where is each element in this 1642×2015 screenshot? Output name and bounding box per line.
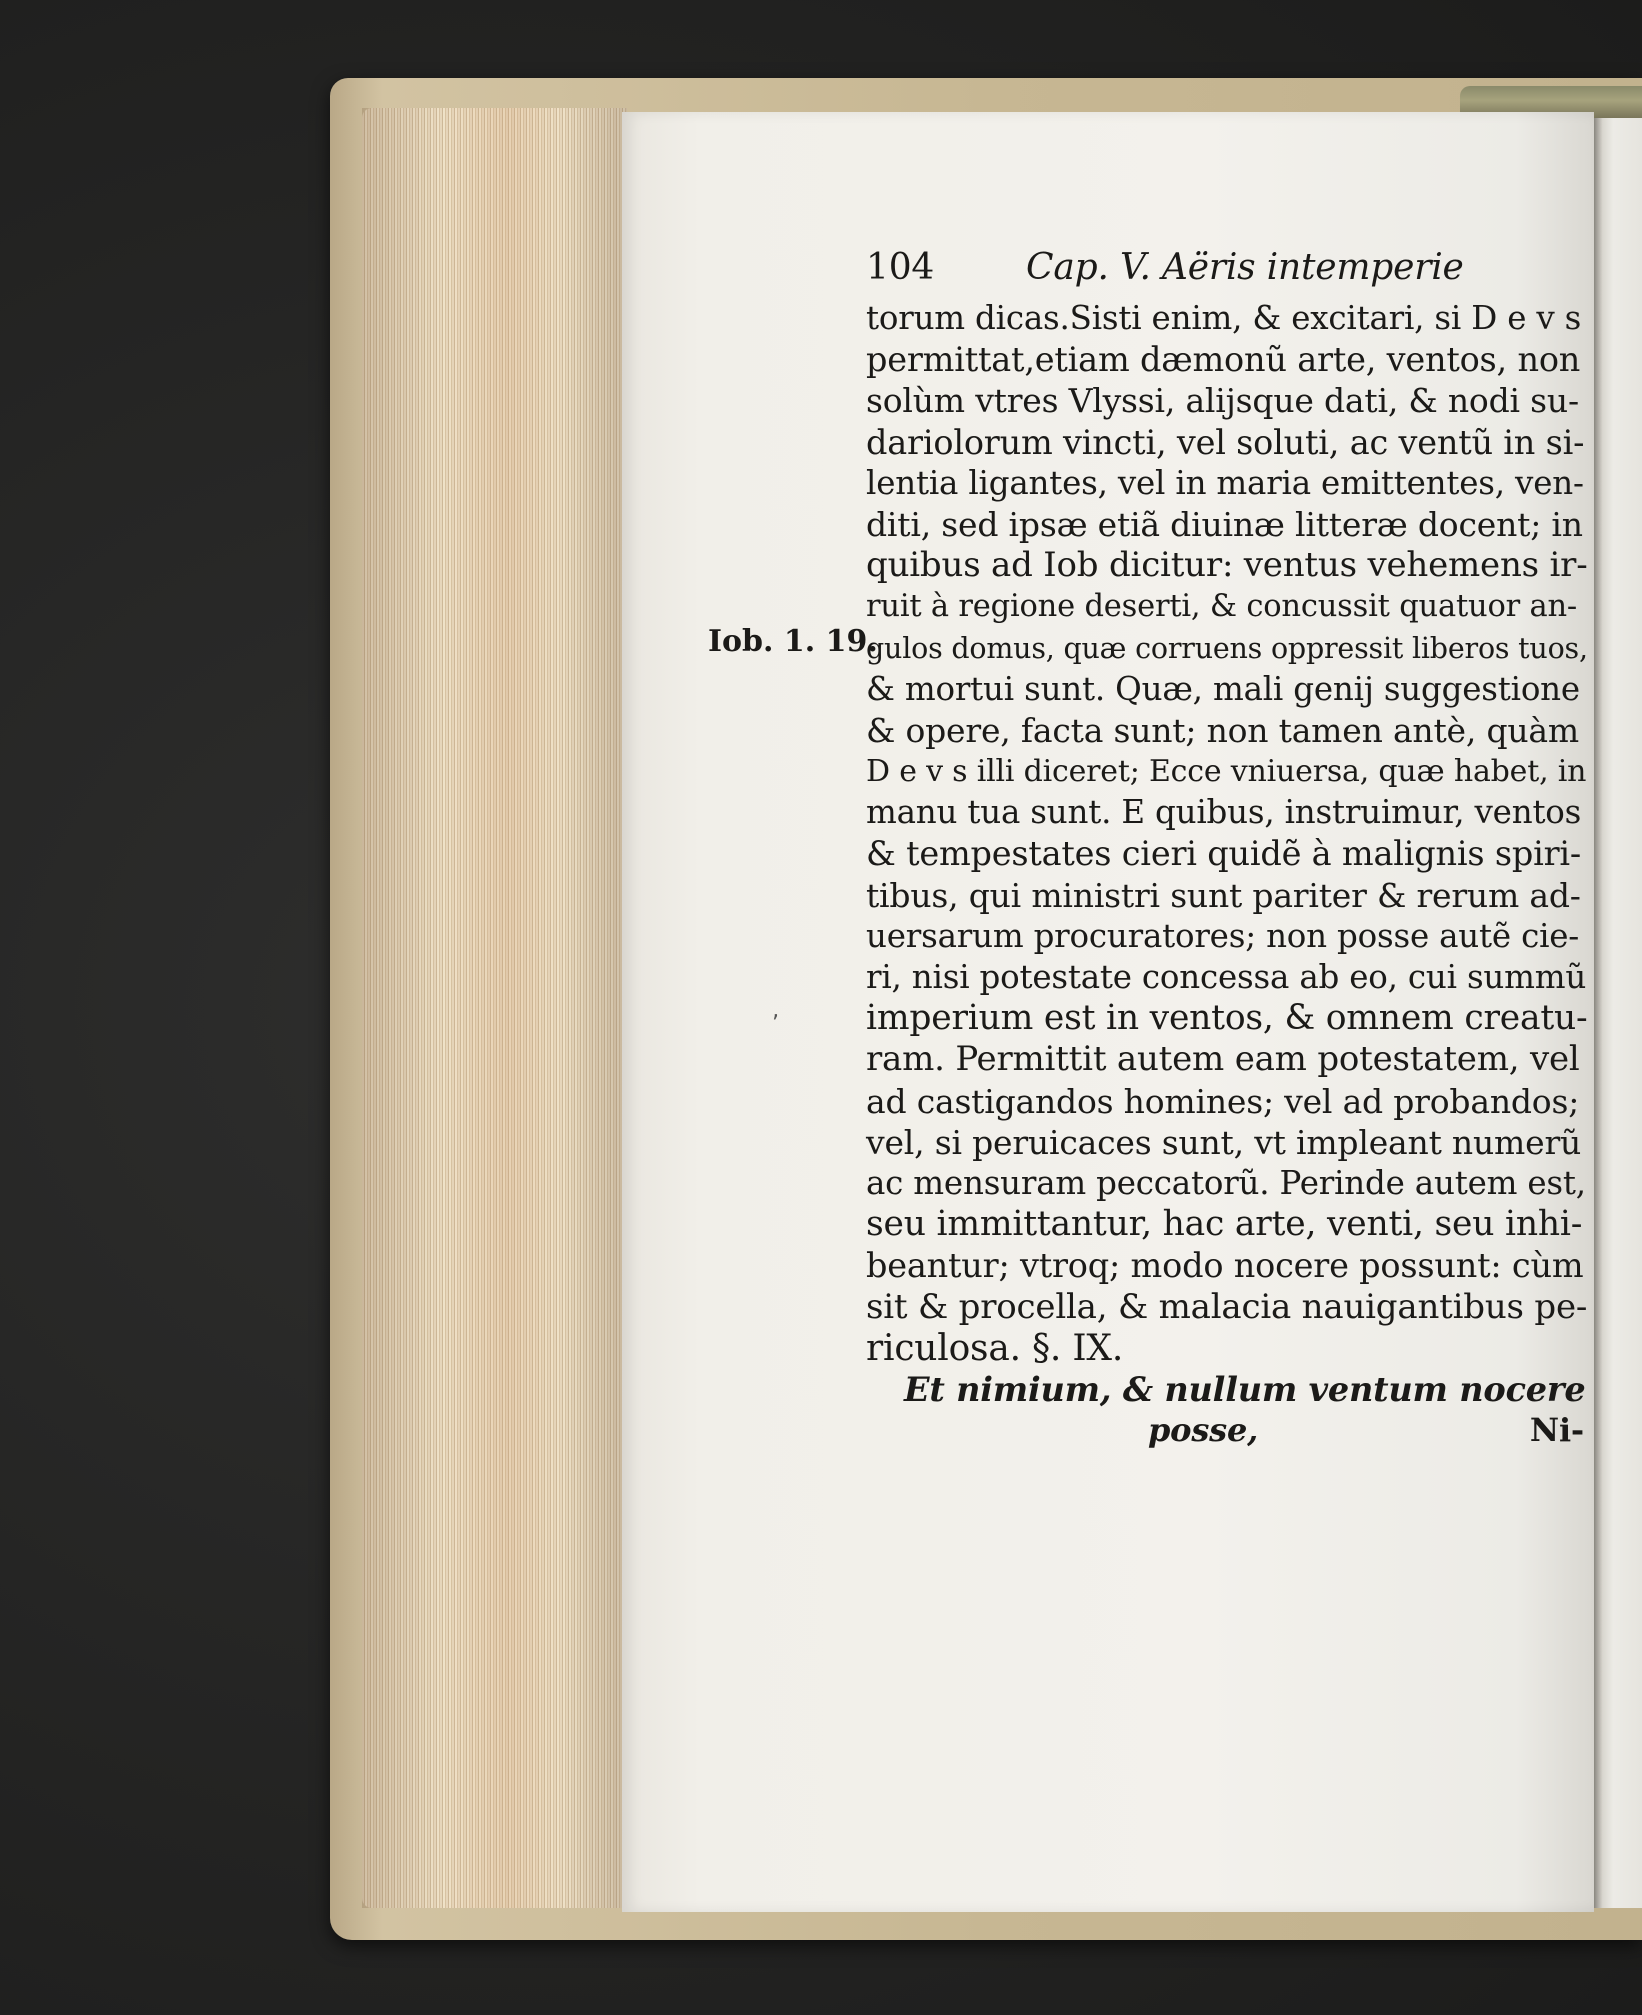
margin-citation: Iob. 1. 19. xyxy=(708,624,878,659)
text-line: riculosa. §. IX. xyxy=(866,1327,1124,1369)
text-line: ac mensuram peccatorũ. Perinde autem est, xyxy=(866,1163,1586,1202)
text-line: permittat,etiam dæmonũ arte, ventos, non xyxy=(866,340,1581,380)
text-line: quibus ad Iob dicitur: ventus vehemens ir- xyxy=(866,545,1588,586)
text-line: imperium est in ventos, & omnem creatu- xyxy=(866,998,1588,1039)
catchword-line xyxy=(866,1410,1588,1451)
text-line: gulos domus, quæ corruens oppressit liberos tuos, xyxy=(866,631,1588,665)
text-line: & opere, facta sunt; non tamen antè, quàm xyxy=(866,710,1579,750)
body-lines xyxy=(866,298,1588,1369)
page-text xyxy=(866,238,1588,1451)
text-line: ad castigandos homines; vel ad probandos; xyxy=(866,1081,1580,1121)
running-head: Cap. V. Aëris intemperie xyxy=(1026,247,1464,288)
catchword-right: Ni- xyxy=(1529,1411,1584,1450)
running-header xyxy=(866,238,1588,298)
text-line: sit & procella, & malacia nauigantibus pe- xyxy=(866,1286,1588,1327)
text-line: seu immittantur, hac arte, venti, seu inhi- xyxy=(866,1204,1583,1245)
text-line: beantur; vtroq; modo nocere possunt: cùm xyxy=(866,1246,1584,1286)
facing-page-edge xyxy=(1594,118,1642,1908)
text-line: vel, si peruicaces sunt, vt impleant numerũ xyxy=(866,1122,1582,1162)
page-number: 104 xyxy=(866,247,935,288)
text-line: uersarum procuratores; non posse autẽ cie- xyxy=(866,916,1580,955)
text-line: solùm vtres Vlyssi, alijsque dati, & nodi su- xyxy=(866,381,1579,421)
text-line: torum dicas.Sisti enim, & excitari, si D e v s xyxy=(866,299,1582,337)
section-title: Et nimium, & nullum ventum nocere xyxy=(904,1369,1586,1409)
catchword-left: posse, xyxy=(1148,1411,1259,1450)
text-line: & tempestates cieri quidẽ à malignis spiri- xyxy=(866,834,1582,874)
text-line: ruit à regione deserti, & concussit quatuor an- xyxy=(866,589,1578,625)
text-line: tibus, qui ministri sunt pariter & rerum ad- xyxy=(866,875,1581,915)
text-line: ri, nisi potestate concessa ab eo, cui summũ xyxy=(866,958,1587,996)
text-line: D e v s illi diceret; Ecce vniuersa, quæ habet, in xyxy=(866,754,1587,790)
margin-mark: ‚ xyxy=(772,998,779,1023)
text-line: ram. Permittit autem eam potestatem, vel xyxy=(866,1039,1580,1080)
page-edges xyxy=(362,108,627,1908)
text-line: diti, sed ipsæ etiã diuinæ litteræ docent; in xyxy=(866,504,1583,544)
text-line: manu tua sunt. E quibus, instruimur, ventos xyxy=(866,793,1582,832)
text-line: dariolorum vincti, vel soluti, ac ventũ in si- xyxy=(866,422,1585,462)
text-line: & mortui sunt. Quæ, mali genij suggestione xyxy=(866,669,1580,708)
text-line: lentia ligantes, vel in maria emittentes, ven- xyxy=(866,463,1584,502)
